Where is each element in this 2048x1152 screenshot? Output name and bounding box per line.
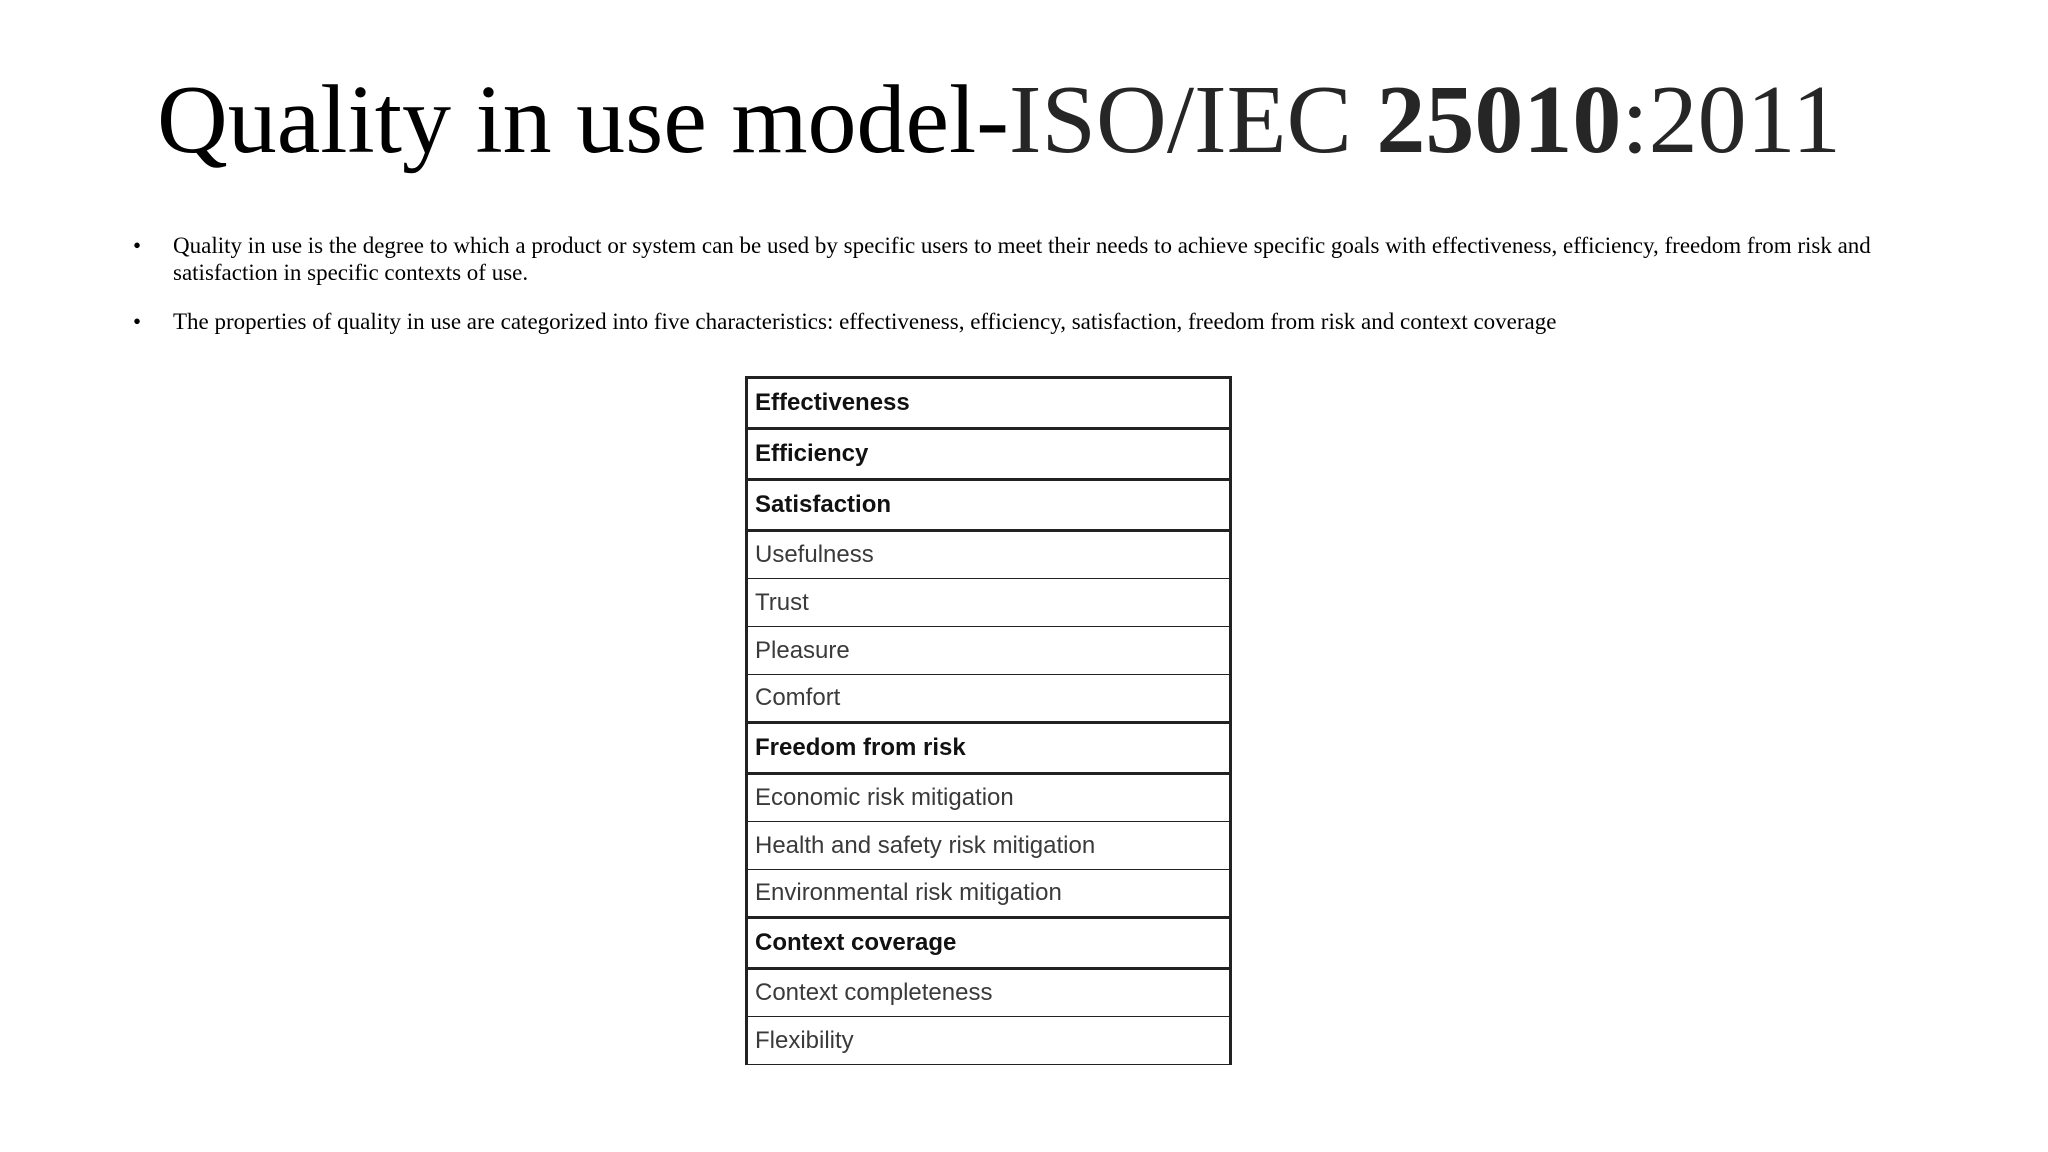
table-cell: Pleasure	[747, 627, 1231, 675]
table-cell: Context coverage	[747, 918, 1231, 969]
characteristic-row	[747, 723, 1231, 774]
table-cell: Comfort	[747, 675, 1231, 723]
bullet-marker: •	[133, 233, 142, 258]
subcharacteristic-row	[747, 1017, 1231, 1065]
bullet-text: The properties of quality in use are categorized into five characteristics: effectiveness, efficiency, satisfaction, freedom from risk and context coverage	[173, 309, 1557, 334]
bullet-item	[128, 232, 1888, 286]
table-cell: Environmental risk mitigation	[747, 870, 1231, 918]
characteristic-row	[747, 918, 1231, 969]
quality-in-use-table	[745, 376, 1232, 1065]
subcharacteristic-row	[747, 675, 1231, 723]
bullet-text: Quality in use is the degree to which a product or system can be used by specific users to meet their needs to achieve specific goals with effectiveness, efficiency, freedom from risk and satisfaction in specific contexts of use.	[173, 233, 1871, 285]
characteristic-row	[747, 480, 1231, 531]
table-cell: Efficiency	[747, 429, 1231, 480]
title-standard-number: 25010	[1376, 66, 1622, 174]
table-cell: Trust	[747, 579, 1231, 627]
slide-title	[157, 60, 1841, 180]
table-cell: Usefulness	[747, 531, 1231, 579]
table-cell: Health and safety risk mitigation	[747, 822, 1231, 870]
quality-in-use-table-body	[747, 378, 1231, 1065]
subcharacteristic-row	[747, 774, 1231, 822]
subcharacteristic-row	[747, 579, 1231, 627]
subcharacteristic-row	[747, 870, 1231, 918]
subcharacteristic-row	[747, 627, 1231, 675]
bullet-list	[128, 232, 1888, 357]
table-cell: Freedom from risk	[747, 723, 1231, 774]
bullet-marker: •	[133, 309, 142, 334]
subcharacteristic-row	[747, 822, 1231, 870]
bullet-item	[128, 308, 1888, 335]
table-cell: Context completeness	[747, 969, 1231, 1017]
table-cell: Effectiveness	[747, 378, 1231, 429]
subcharacteristic-row	[747, 969, 1231, 1017]
characteristic-row	[747, 378, 1231, 429]
title-standard-prefix: ISO/IEC	[1008, 66, 1377, 174]
table-cell: Flexibility	[747, 1017, 1231, 1065]
table-cell: Satisfaction	[747, 480, 1231, 531]
title-standard-year: :2011	[1621, 66, 1841, 174]
characteristic-row	[747, 429, 1231, 480]
title-text: Quality in use model-	[157, 66, 1009, 174]
table-cell: Economic risk mitigation	[747, 774, 1231, 822]
subcharacteristic-row	[747, 531, 1231, 579]
